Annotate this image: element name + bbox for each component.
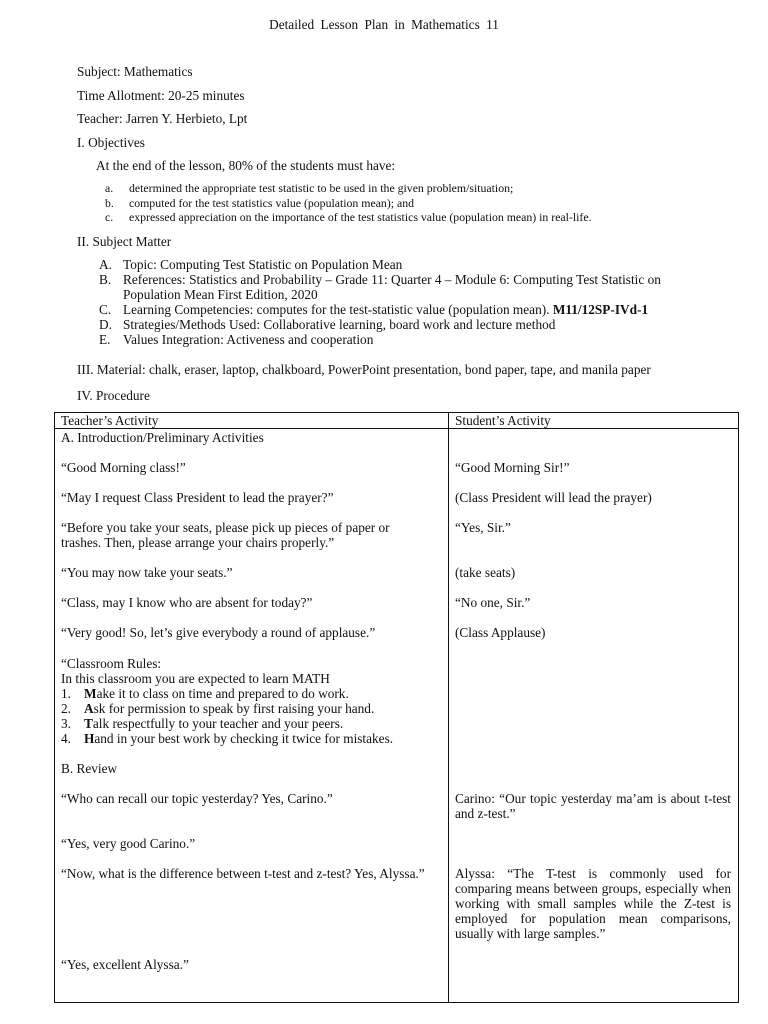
rule-number: 1. (61, 686, 71, 701)
subject-matter-label: E. (99, 332, 111, 347)
rule-number: 3. (61, 716, 71, 731)
student-yes-sir: “Yes, Sir.” (455, 520, 511, 535)
procedure-table (54, 412, 739, 1003)
rule-text: and in your best work by checking it twice for mistakes. (94, 731, 394, 746)
procedure-heading: IV. Procedure (77, 388, 150, 403)
rule-item (61, 731, 393, 746)
student-no-one: “No one, Sir.” (455, 595, 531, 610)
teacher-seats-line-2: trashes. Then, please arrange your chairs properly.” (61, 535, 335, 550)
objective-item (105, 196, 414, 211)
objective-text: expressed appreciation on the importance of the test statistics value (population mean) in real-life. (129, 210, 592, 224)
teacher-line: Teacher: Jarren Y. Herbieto, Lpt (77, 111, 248, 126)
teacher-prayer: “May I request Class President to lead the prayer?” (61, 490, 334, 505)
rule-number: 4. (61, 731, 71, 746)
table-header-row (55, 413, 739, 429)
teacher-seats-line-1: “Before you take your seats, please pick up pieces of paper or (61, 520, 390, 535)
rule-text: alk respectfully to your teacher and your peers. (92, 716, 344, 731)
subject-matter-text: Topic: Computing Test Statistic on Population Mean (123, 257, 403, 272)
objectives-heading: I. Objectives (77, 135, 145, 150)
teacher-column-header: Teacher’s Activity (55, 413, 449, 429)
objective-text: computed for the test statistics value (population mean); and (129, 196, 415, 210)
teacher-take-seats: “You may now take your seats.” (61, 565, 233, 580)
subject-matter-text: Learning Competencies: computes for the test-statistic value (population mean). (123, 302, 553, 317)
rule-letter: A (84, 701, 94, 716)
subject-matter-label: A. (99, 257, 112, 272)
objectives-intro: At the end of the lesson, 80% of the students must have: (96, 158, 396, 173)
subject-line: Subject: Mathematics (77, 64, 193, 79)
material-line: III. Material: chalk, eraser, laptop, chalkboard, PowerPoint presentation, bond paper, tape, and manila paper (77, 362, 651, 377)
review-heading: B. Review (61, 761, 118, 776)
objective-item (105, 181, 513, 196)
teacher-good-carino: “Yes, very good Carino.” (61, 836, 196, 851)
rule-letter: T (84, 716, 93, 731)
teacher-greet: “Good Morning class!” (61, 460, 186, 475)
document-title: Detailed Lesson Plan in Mathematics 11 (269, 17, 499, 32)
subject-matter-text: Strategies/Methods Used: Collaborative learning, board work and lecture method (123, 317, 556, 332)
student-activity-cell (449, 429, 739, 1003)
table-body-row (55, 429, 739, 1003)
subject-matter-text: Values Integration: Activeness and cooperation (123, 332, 374, 347)
rules-heading: “Classroom Rules: (61, 656, 162, 671)
student-applause: (Class Applause) (455, 625, 546, 640)
objective-label: a. (105, 181, 114, 195)
objective-label: b. (105, 196, 114, 210)
subject-matter-item (99, 272, 661, 287)
rule-item (61, 686, 349, 701)
rule-text: ake it to class on time and prepared to do work. (96, 686, 349, 701)
subject-matter-heading: II. Subject Matter (77, 234, 172, 249)
teacher-activity-cell (55, 429, 449, 1003)
student-greet: “Good Morning Sir!” (455, 460, 570, 475)
student-take-seats: (take seats) (455, 565, 516, 580)
subject-matter-label: C. (99, 302, 112, 317)
objective-label: c. (105, 210, 114, 224)
teacher-difference: “Now, what is the difference between t-test and z-test? Yes, Alyssa.” (61, 866, 425, 881)
subject-matter-text: References: Statistics and Probability – Grade 11: Quarter 4 – Module 6: Computing Test Statistic on (123, 272, 661, 287)
rule-letter: H (84, 731, 95, 746)
intro-heading: A. Introduction/Preliminary Activities (61, 430, 264, 445)
subject-matter-item (99, 257, 402, 272)
rules-intro: In this classroom you are expected to learn MATH (61, 671, 330, 686)
subject-matter-label: B. (99, 272, 112, 287)
student-column-header: Student’s Activity (449, 413, 739, 429)
time-allotment-line: Time Allotment: 20-25 minutes (77, 88, 245, 103)
objective-text: determined the appropriate test statistic to be used in the given problem/situation; (129, 181, 514, 195)
subject-matter-continuation: Population Mean First Edition, 2020 (123, 287, 318, 302)
teacher-absent: “Class, may I know who are absent for today?” (61, 595, 313, 610)
rule-item (61, 701, 374, 716)
rule-letter: M (84, 686, 97, 701)
rule-item (61, 716, 343, 731)
student-prayer: (Class President will lead the prayer) (455, 490, 652, 505)
subject-matter-label: D. (99, 317, 112, 332)
student-alyssa: Alyssa: “The T-test is commonly used for comparing means between groups, especially when working with small samples while the Z-test is employed for population mean comparisons, usually with large samples.” (455, 866, 731, 941)
subject-matter-item (99, 317, 555, 332)
objective-item (105, 210, 592, 225)
subject-matter-item (99, 302, 648, 317)
competency-code: M11/12SP-IVd-1 (552, 302, 649, 317)
subject-matter-item (99, 332, 373, 347)
rule-text: sk for permission to speak by first raising your hand. (93, 701, 375, 716)
teacher-applause: “Very good! So, let’s give everybody a round of applause.” (61, 625, 376, 640)
teacher-recall: “Who can recall our topic yesterday? Yes, Carino.” (61, 791, 333, 806)
student-carino: Carino: “Our topic yesterday ma’am is about t-test and z-test.” (455, 791, 731, 821)
rule-number: 2. (61, 701, 71, 716)
teacher-excellent: “Yes, excellent Alyssa.” (61, 957, 189, 972)
